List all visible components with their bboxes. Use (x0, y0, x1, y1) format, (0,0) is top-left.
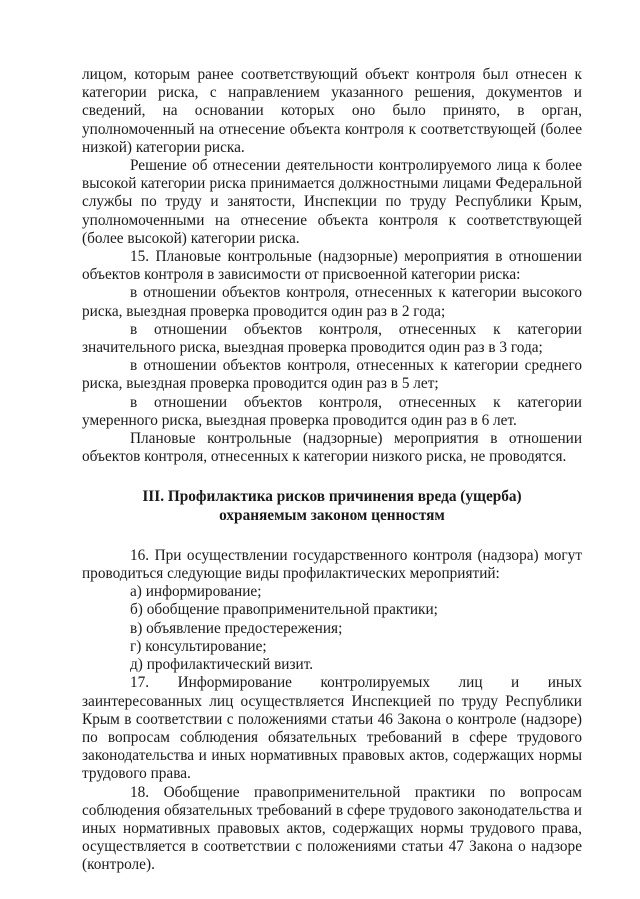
list-item: д) профилактический визит. (130, 656, 314, 674)
prevention-measures-list (82, 583, 582, 674)
section-heading-line-2: охраняемым законом ценностям (219, 506, 445, 524)
list-item: в) объявление предостережения; (130, 619, 343, 637)
paragraph-low-risk: Плановые контрольные (надзорные) мероприятия в отношении объектов контроля, отнесенных к категории низкого риска, не проводятся. (82, 430, 582, 466)
document-body (82, 66, 582, 875)
paragraph-continuation: лицом, которым ранее соответствующий объект контроля был отнесен к категории риска, с направлением указанного решения, документов и сведений, на основании которых оно было принято, в орган, уполномоченный на отнесение объекта контроля к соответствующей (более низкой) категории риска. (82, 66, 582, 156)
list-item: а) информирование; (130, 583, 262, 601)
paragraph-risk-decision: Решение об отнесении деятельности контролируемого лица к более высокой категории риска принимается должностными лицами Федеральной службы по труду и занятости, Инспекции по труду Республики Крым, уполномоченными на отнесение объекта контроля к соответствующей (более высокой) категории риска. (82, 157, 582, 247)
section-heading-line-1: III. Профилактика рисков причинения вреда (ущерба) (142, 488, 522, 506)
list-item: б) обобщение правоприменительной практики; (130, 601, 438, 619)
paragraph-15: 15. Плановые контрольные (надзорные) мероприятия в отношении объектов контроля в зависимости от присвоенной категории риска: (82, 248, 582, 284)
paragraph-moderate-risk: в отношении объектов контроля, отнесенных к категории умеренного риска, выездная проверка проводится один раз в 6 лет. (82, 393, 582, 429)
paragraph-significant-risk: в отношении объектов контроля, отнесенных к категории значительного риска, выездная проверка проводится один раз в 3 года; (82, 320, 582, 357)
paragraph-medium-risk: в отношении объектов контроля, отнесенных к категории среднего риска, выездная проверка проводится один раз в 5 лет; (82, 357, 582, 393)
paragraph-17: 17. Информирование контролируемых лиц и иных заинтересованных лиц осуществляется Инспекцией по труду Республики Крым в соответствии с положениями статьи 46 Закона о контроле (надзоре) по вопросам соблюдения обязательных требований в сфере трудового законодательства и иных нормативных правовых актов, содержащих нормы трудового права. (82, 674, 582, 783)
paragraph-18: 18. Обобщение правоприменительной практики по вопросам соблюдения обязательных требований в сфере трудового законодательства и иных нормативных правовых актов, содержащих нормы трудового права, осуществляется в соответствии с положениями статьи 47 Закона о надзоре (контроле). (82, 783, 582, 874)
paragraph-16: 16. При осуществлении государственного контроля (надзора) могут проводиться следующие виды профилактических мероприятий: (82, 546, 582, 583)
section-heading (82, 488, 582, 524)
list-item: г) консультирование; (130, 637, 267, 655)
paragraph-high-risk: в отношении объектов контроля, отнесенных к категории высокого риска, выездная проверка проводится один раз в 2 года; (82, 284, 582, 320)
